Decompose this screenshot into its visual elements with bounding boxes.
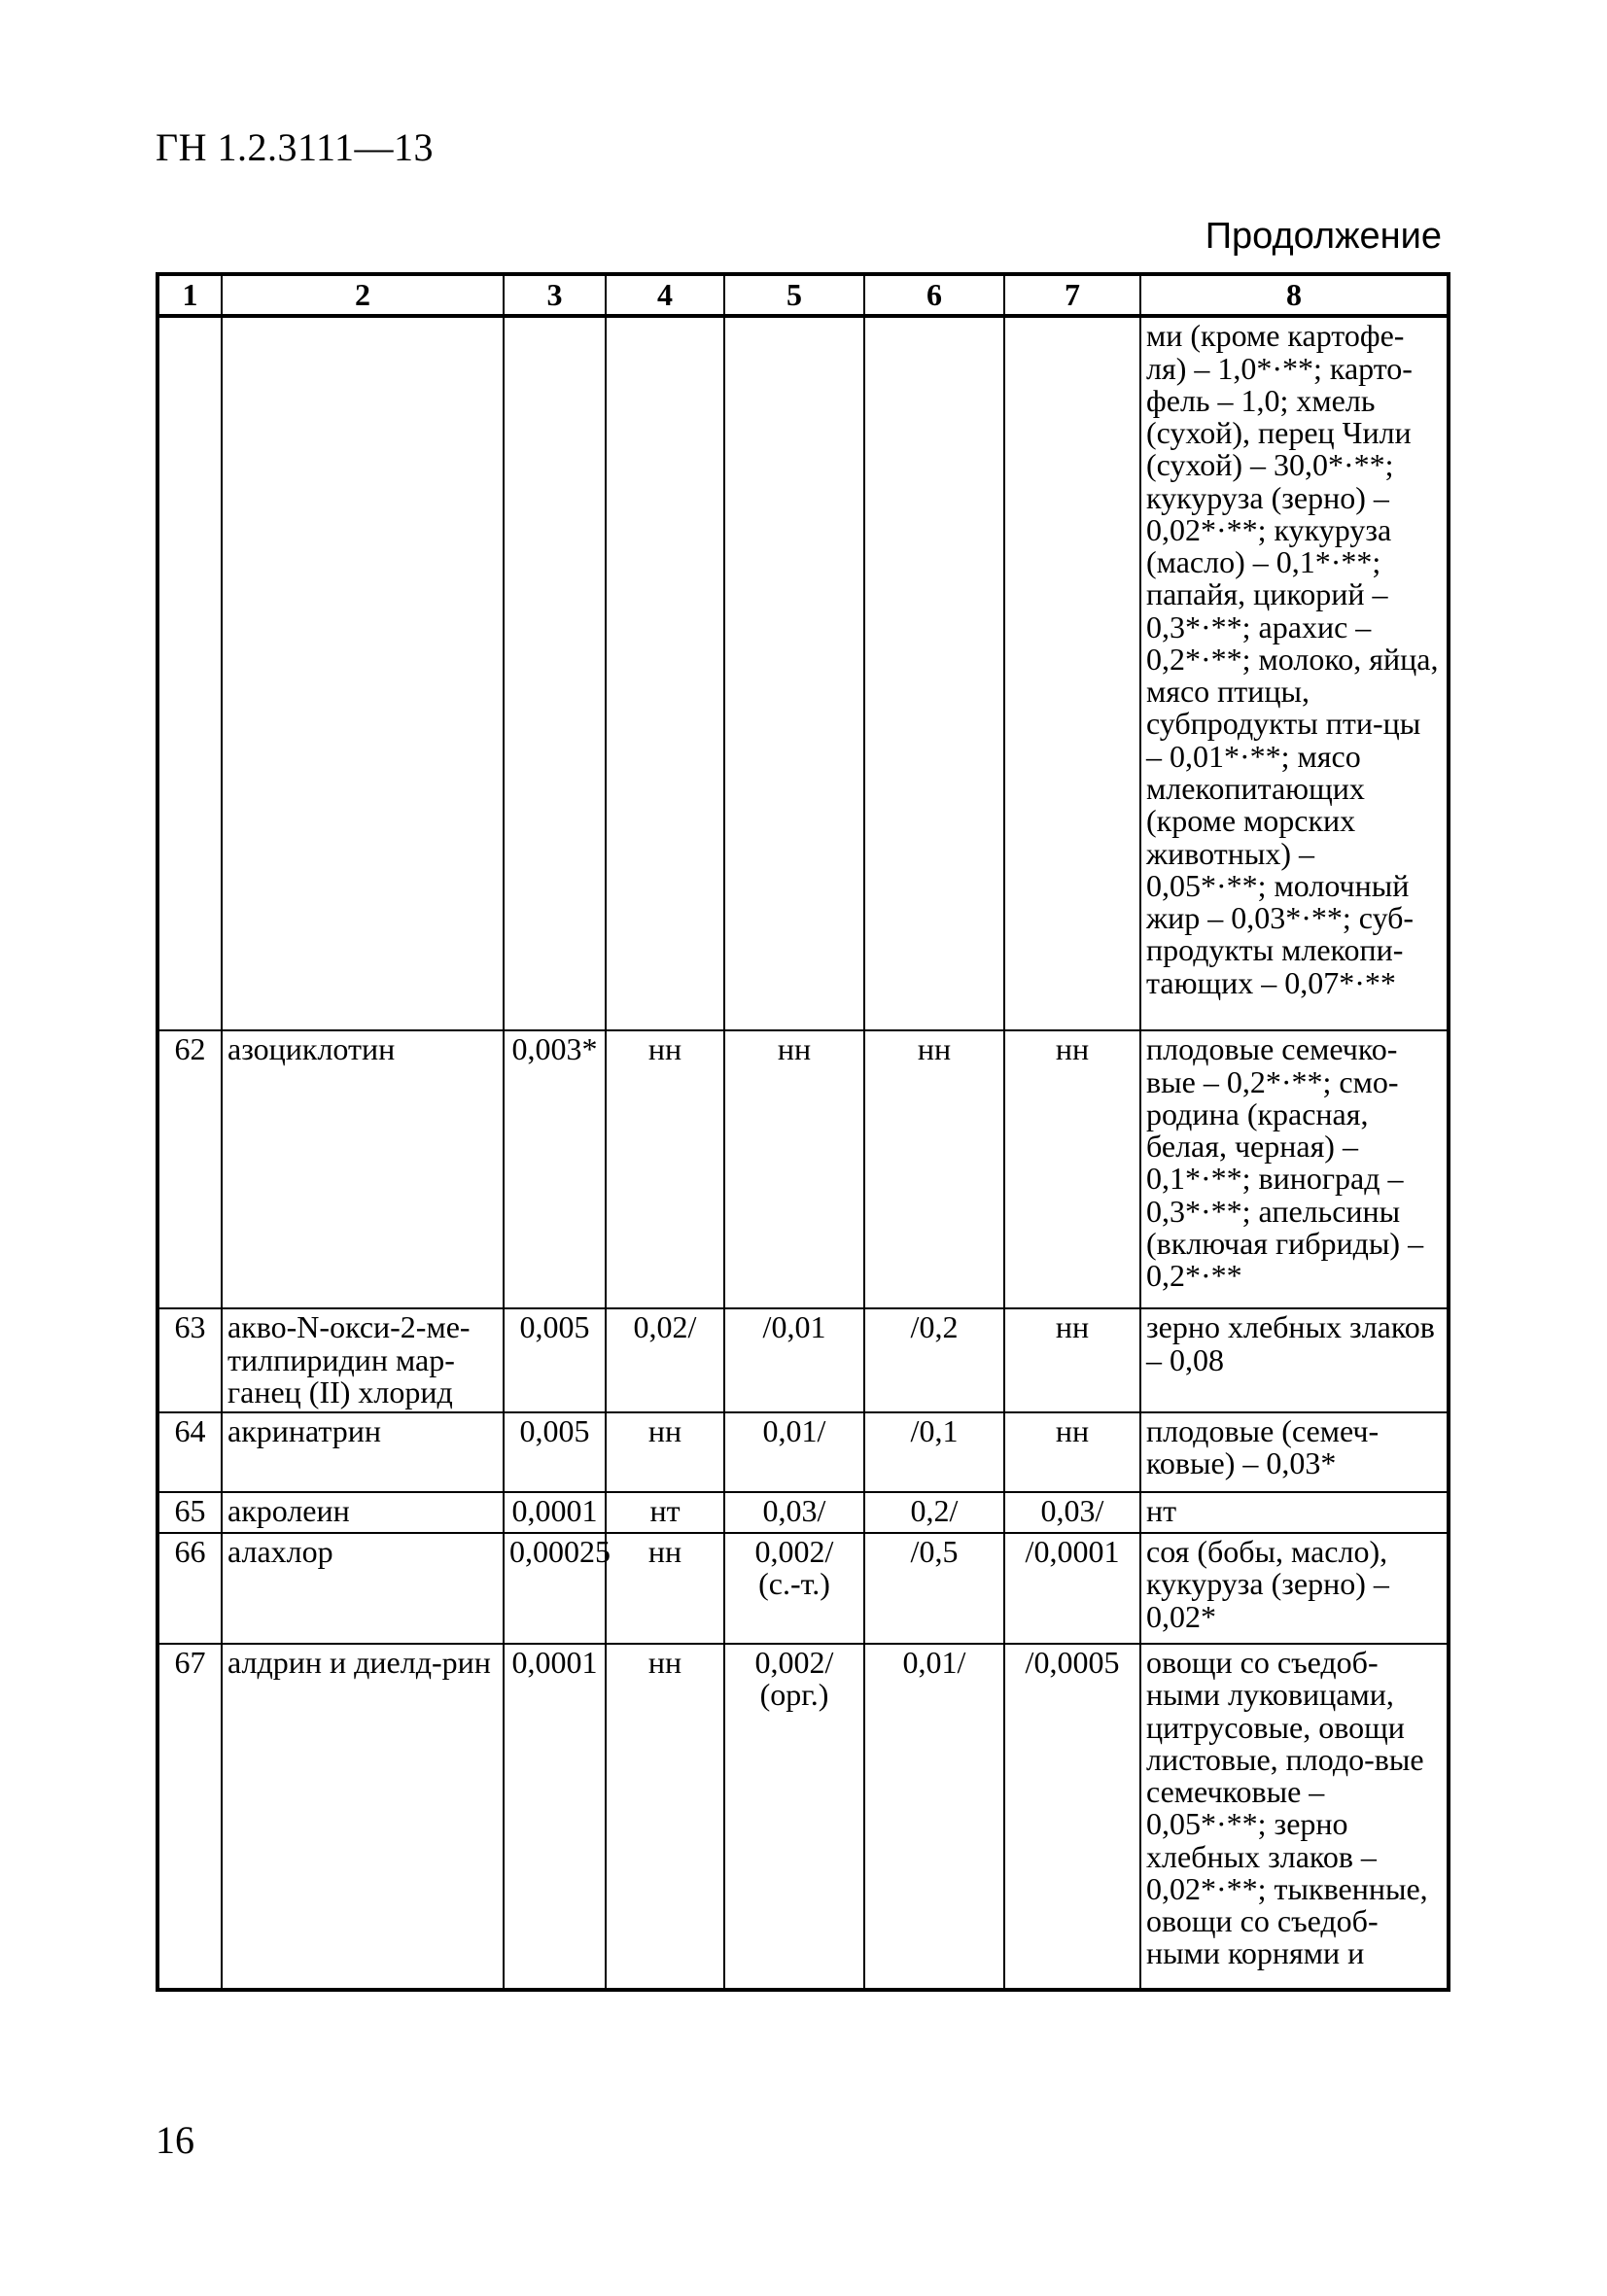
table-cell: нн <box>1004 1030 1140 1308</box>
substance-name: алахлор <box>222 1533 504 1644</box>
table-cell: /0,01 <box>724 1308 864 1412</box>
table-cell: нн <box>1004 1412 1140 1492</box>
food-norms-cell: ми (кроме картофе-ля) – 1,0*·**; карто-фель – 1,0; хмель (сухой), перец Чили (сухой) – 30,0*·**; кукуруза (зерно) – 0,02*·**; кукуруза (масло) – 0,1*·**; папайя, цикорий – 0,3*·**; арахис – 0,2*·**; молоко, яйца, мясо птицы, субпродукты пти-цы – 0,01*·**; мясо млекопитающих (кроме морских животных) – 0,05*·**; молочный жир – 0,03*·**; суб-продукты млекопи-тающих – 0,07*·** <box>1140 316 1449 1030</box>
table-cell: /0,0001 <box>1004 1533 1140 1644</box>
table-cell: 0,03/ <box>1004 1492 1140 1533</box>
continuation-label: Продолжение <box>1205 216 1442 257</box>
column-header: 5 <box>724 274 864 316</box>
row-number <box>157 316 222 1030</box>
table-cell: /0,0005 <box>1004 1644 1140 1990</box>
table-cell: 0,005 <box>504 1412 606 1492</box>
table-cell: /0,2 <box>864 1308 1004 1412</box>
table-cell <box>864 316 1004 1030</box>
column-header: 8 <box>1140 274 1449 316</box>
table-row <box>157 1308 1449 1412</box>
table-cell: нн <box>1004 1308 1140 1412</box>
substance-name: алдрин и диелд-рин <box>222 1644 504 1990</box>
table-cell: 0,005 <box>504 1308 606 1412</box>
column-header: 3 <box>504 274 606 316</box>
table-cell: 0,0001 <box>504 1644 606 1990</box>
row-number: 63 <box>157 1308 222 1412</box>
table-cell: нн <box>606 1412 724 1492</box>
row-number: 66 <box>157 1533 222 1644</box>
column-header: 4 <box>606 274 724 316</box>
table-cell <box>504 316 606 1030</box>
row-number: 65 <box>157 1492 222 1533</box>
table-cell: нн <box>606 1030 724 1308</box>
table-cell: 0,002/ (с.-т.) <box>724 1533 864 1644</box>
row-number: 62 <box>157 1030 222 1308</box>
row-number: 64 <box>157 1412 222 1492</box>
table-row <box>157 1533 1449 1644</box>
table-cell: нн <box>606 1533 724 1644</box>
table-cell: нн <box>606 1644 724 1990</box>
table-cell: 0,002/ (орг.) <box>724 1644 864 1990</box>
table-cell <box>1004 316 1140 1030</box>
column-header: 1 <box>157 274 222 316</box>
food-norms-cell: овощи со съедоб-ными луковицами, цитрусовые, овощи листовые, плодо-вые семечковые – 0,05*·**; зерно хлебных злаков – 0,02*·**; тыквенные, овощи со съедоб-ными корнями и <box>1140 1644 1449 1990</box>
food-norms-cell: зерно хлебных злаков – 0,08 <box>1140 1308 1449 1412</box>
row-number: 67 <box>157 1644 222 1990</box>
table-cell: 0,01/ <box>724 1412 864 1492</box>
food-norms-cell: соя (бобы, масло), кукуруза (зерно) – 0,02* <box>1140 1533 1449 1644</box>
table-cell: /0,1 <box>864 1412 1004 1492</box>
table-cell <box>606 316 724 1030</box>
table-row <box>157 316 1449 1030</box>
table-cell: 0,02/ <box>606 1308 724 1412</box>
table-cell: /0,5 <box>864 1533 1004 1644</box>
table-cell: 0,003* <box>504 1030 606 1308</box>
food-norms-cell: плодовые семечко-вые – 0,2*·**; смо-родина (красная, белая, черная) – 0,1*·**; виноград – 0,3*·**; апельсины (включая гибриды) – 0,2*·** <box>1140 1030 1449 1308</box>
table-cell: 0,01/ <box>864 1644 1004 1990</box>
table-row <box>157 1030 1449 1308</box>
table-row <box>157 1412 1449 1492</box>
table-cell: 0,03/ <box>724 1492 864 1533</box>
table-row <box>157 1492 1449 1533</box>
column-header: 6 <box>864 274 1004 316</box>
substance-name: акринатрин <box>222 1412 504 1492</box>
table-cell: 0,2/ <box>864 1492 1004 1533</box>
column-header: 7 <box>1004 274 1140 316</box>
table-cell: 0,00025 <box>504 1533 606 1644</box>
column-header: 2 <box>222 274 504 316</box>
document-code: ГН 1.2.3111—13 <box>156 125 435 169</box>
food-norms-cell: нт <box>1140 1492 1449 1533</box>
table-cell <box>724 316 864 1030</box>
page-number: 16 <box>156 2118 194 2162</box>
table-row <box>157 1644 1449 1990</box>
substance-name: акролеин <box>222 1492 504 1533</box>
table-cell: нн <box>724 1030 864 1308</box>
table-cell: 0,0001 <box>504 1492 606 1533</box>
substance-name <box>222 316 504 1030</box>
table-cell: нт <box>606 1492 724 1533</box>
hygienic-norms-table <box>156 272 1450 1992</box>
table-cell: нн <box>864 1030 1004 1308</box>
substance-name: азоциклотин <box>222 1030 504 1308</box>
table-header-row <box>157 274 1449 316</box>
substance-name: акво-N-окси-2-ме-тилпиридин мар-ганец (II) хлорид <box>222 1308 504 1412</box>
food-norms-cell: плодовые (семеч-ковые) – 0,03* <box>1140 1412 1449 1492</box>
